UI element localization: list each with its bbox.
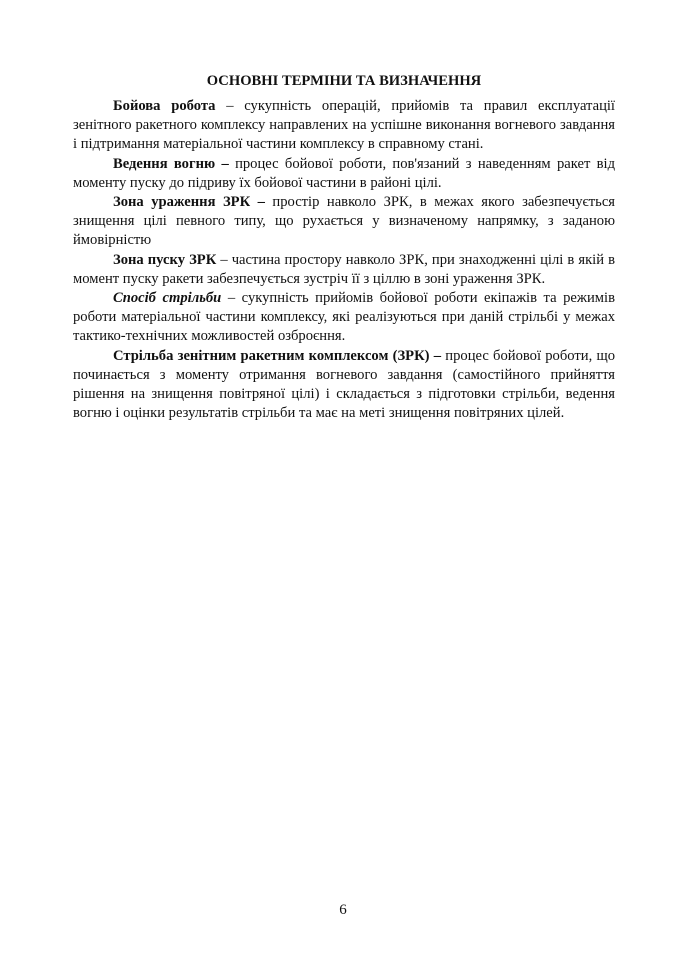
term-label: Ведення вогню –	[113, 155, 229, 172]
page-heading: ОСНОВНІ ТЕРМІНИ ТА ВИЗНАЧЕННЯ	[206, 73, 482, 89]
term-launch-zone	[73, 251, 615, 289]
term-label: Зона ураження ЗРК –	[113, 194, 265, 211]
term-kill-zone	[73, 193, 615, 251]
term-label: Бойова робота	[113, 98, 216, 114]
term-fire-conduct	[73, 155, 615, 193]
term-firing-method	[73, 289, 615, 347]
term-label: Спосіб стрільби	[113, 290, 222, 307]
term-sam-firing	[73, 347, 615, 424]
term-combat-work	[73, 97, 615, 155]
term-definition: процес бойової роботи, пов'язаний з наведенням ракет від моменту пуску до підриву їх бойової частини в районі цілі.	[73, 155, 615, 191]
term-definition: простір навколо ЗРК, в межах якого забезпечується знищення цілі певного типу, що рухається у визначеному напрямку, з заданою ймовірністю	[73, 194, 616, 249]
term-definition: – сукупність операцій, прийомів та правил експлуатації зенітного ракетного комплексу направлених на успішне виконання вогневого завдання і підтримання матеріальної частини комплексу в справному стані.	[73, 98, 615, 153]
term-label: Стрільба зенітним ракетним комплексом (ЗРК) –	[113, 347, 442, 364]
term-definition: процес бойової роботи, що починається з моменту отримання вогневого завдання (самостійного прийняття рішення на знищення повітряної цілі) і складається з підготовки стрільби, ведення вогню і оцінки результатів стрільби та має на меті знищення повітряних цілей.	[73, 347, 615, 422]
term-definition: – сукупність прийомів бойової роботи екіпажів та режимів роботи матеріальної частини комплексу, які реалізуються при даній стрільбі у межах тактико-технічних можливостей озброєння.	[73, 290, 615, 345]
term-label: Зона пуску ЗРК	[113, 251, 217, 268]
page-content	[73, 70, 615, 423]
page-number: 6	[339, 902, 347, 918]
term-definition: – частина простору навколо ЗРК, при знаходженні цілі в якій в момент пуску ракети забезпечується зустріч її з ціллю в зоні ураження ЗРК.	[73, 251, 615, 287]
